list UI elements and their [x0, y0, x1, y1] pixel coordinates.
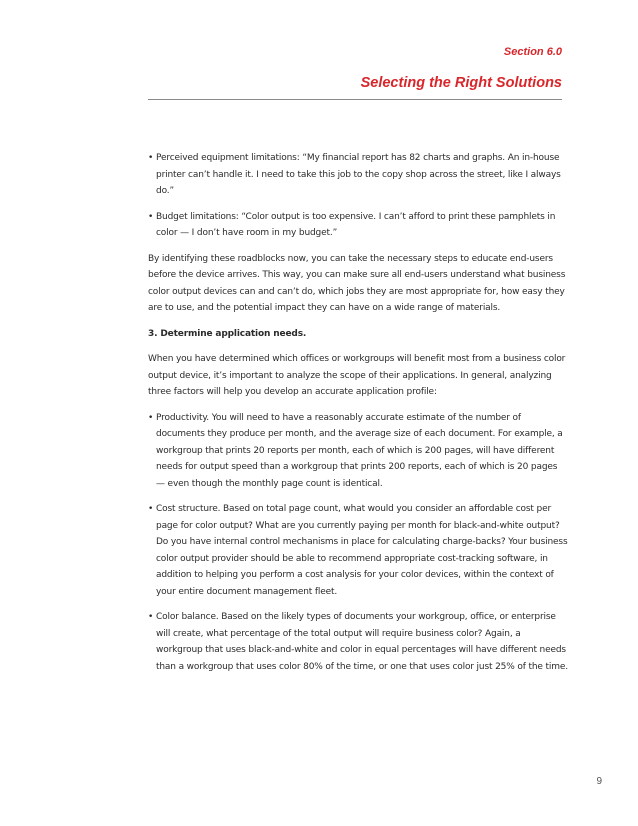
bullet-item [148, 501, 568, 600]
bullet-item [148, 209, 568, 242]
bullet-symbol: • [148, 412, 154, 423]
bullet-symbol: • [148, 153, 154, 163]
header-rule [148, 99, 562, 100]
bullet-text: Perceived equipment limitations: “My financial report has 82 charts and graphs. An in-house printer can’t handle it. I need to take this job to the copy shop across the street, like I always do.” [156, 153, 561, 196]
bullet-text: Productivity. You will need to have a reasonably accurate estimate of the number of documents they produce per month, and the average size of each document. For example, a workgroup that prints 20 reports per month, each of which is 200 pages, will have different needs for output speed than a workgroup that prints 200 reports, each of which is 20 pages — even though the monthly page count is identical. [156, 412, 563, 489]
bullet-symbol: • [148, 504, 154, 514]
bullet-symbol: • [148, 211, 154, 222]
bullet-text: Color balance. Based on the likely types of documents your workgroup, office, or enterprise will create, what percentage of the total output will require business color? Again, a workgroup that uses black-and-white and color in equal percentages will have different needs than a workgroup that uses color 80% of the time, or one that uses color just 25% of the time. [156, 612, 568, 672]
page-title: Selecting the Right Solutions [360, 75, 562, 91]
body-paragraph: When you have determined which offices or workgroups will benefit most from a business color output device, it’s important to analyze the scope of their applications. In general, analyzing three factors will help you develop an accurate application profile: [148, 354, 566, 397]
body-content [148, 150, 568, 684]
bullet-item [148, 609, 568, 675]
bullet-text: Budget limitations: “Color output is too expensive. I can’t afford to print these pamphlets in color — I don’t have room in my budget.” [156, 211, 556, 238]
bullet-symbol: • [148, 612, 154, 622]
bullet-item [148, 410, 568, 493]
bullet-item [148, 150, 568, 200]
section-label: Section 6.0 [503, 46, 562, 58]
bullet-text: Cost structure. Based on total page count, what would you consider an affordable cost per page for color output? What are you currently paying per month for black-and-white output? Do you have internal control mechanisms in place for calculating charge-backs? Your business color output provider should be able to recommend appropriate cost-tracking software, in addition to helping you perform a cost analysis for your color devices, within the context of your entire document management fleet. [156, 504, 568, 597]
page-number: 9 [596, 776, 602, 787]
subsection-heading: 3. Determine application needs. [148, 328, 307, 339]
body-paragraph: By identifying these roadblocks now, you can take the necessary steps to educate end-users before the device arrives. This way, you can make sure all end-users understand what business color output devices can and can’t do, which jobs they are most appropriate for, how easy they are to use, and the potential impact they can have on a wide range of materials. [148, 253, 566, 313]
